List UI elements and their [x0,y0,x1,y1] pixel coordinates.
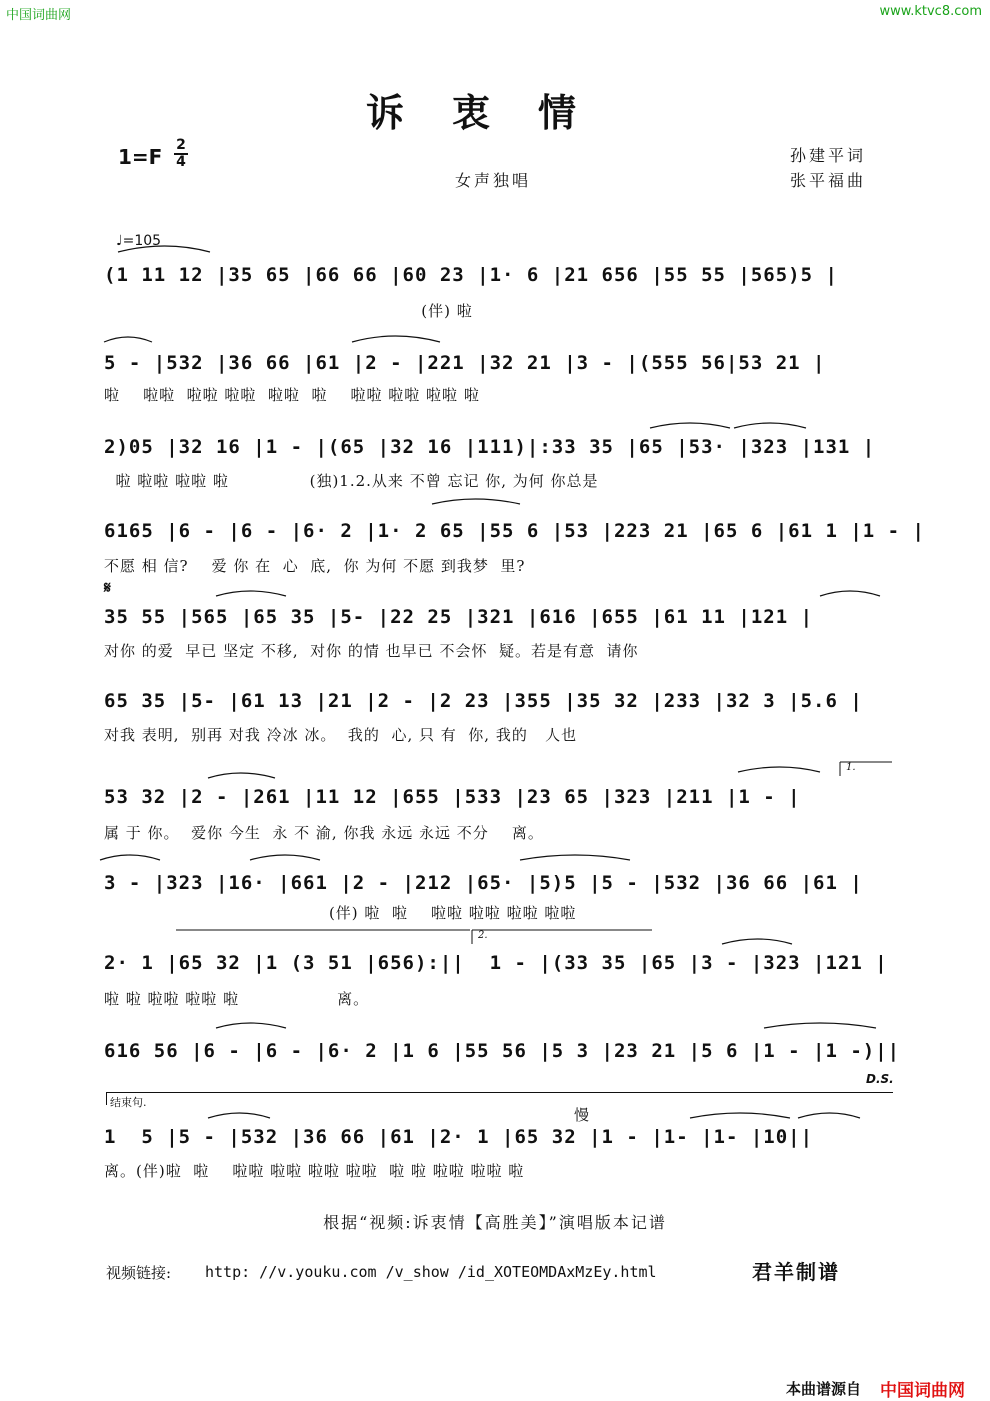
score-row-9-lyrics: 啦 啦 啦啦 啦啦 啦 离。 [104,990,370,1008]
footer-source-label: 本曲谱源自 [786,1380,862,1398]
source-note: 根据“视频:诉衷情【高胜美】”演唱版本记谱 [323,1213,667,1232]
slur [216,591,286,596]
score-row-2-notes: 5 - |532 |36 66 |61 |2 - |221 |32 21 |3 - |(555 56|53 21 | [104,352,826,374]
score-row-5-lyrics: 对你 的爱 早已 坚定 不移, 对你 的情 也早已 不会怀 疑。若是有意 请你 [104,642,639,660]
segno-sign: 𝄋 [104,578,111,597]
score-row-10-notes: 616 56 |6 - |6 - |6· 2 |1 6 |55 56 |5 3 |23 21 |5 6 |1 - |1 -)|| [104,1040,901,1062]
score-row-9-notes: 2· 1 |65 32 |1 (3 51 |656):|| 1 - |(33 35 |65 |3 - |323 |121 | [104,952,888,974]
slur [520,855,630,860]
slur [118,246,210,252]
time-numerator: 2 [176,137,186,153]
slur [250,855,320,860]
score-row-1-lyrics: (伴) 啦 [104,302,473,320]
score-row-6-lyrics: 对我 表明, 别再 对我 冷冰 冰。 我的 心, 只 有 你, 我的 人也 [104,726,578,744]
score-row-1-notes: (1 11 12 |35 65 |66 66 |60 23 |1· 6 |21 656 |55 55 |565)5 | [104,264,838,286]
score-row-8-lyrics: (伴) 啦 啦 啦啦 啦啦 啦啦 啦啦 [104,904,577,922]
slur [352,336,440,342]
composer-credit: 张平福曲 [790,171,867,190]
key-signature: 1=F [118,145,163,169]
voice-type: 女声独唱 [455,171,532,190]
second-ending-label: 2. [478,930,488,941]
slur [820,591,880,596]
slur [100,855,160,860]
slur [432,499,520,504]
score-row-7-lyrics: 属 于 你。 爱你 今生 永 不 渝, 你我 永远 永远 不分 离。 [104,824,544,842]
slur [650,423,730,428]
site-url-top-right[interactable]: www.ktvc8.com [879,4,982,19]
slur [738,767,820,772]
ending-label: 结束句. [110,1096,147,1109]
slur [798,1113,860,1118]
slur [734,423,806,428]
score-row-5-notes: 35 55 |565 |65 35 |5- |22 25 |321 |616 |655 |61 11 |121 | [104,606,814,628]
slur [216,1023,286,1028]
first-ending-label: 1. [846,762,856,773]
slow-marking: 慢 [574,1106,590,1124]
song-title: 诉衷情 [365,90,624,135]
score-row-8-notes: 3 - |323 |16· |661 |2 - |212 |65· |5)5 |5 - |532 |36 66 |61 | [104,872,863,894]
score-row-3-lyrics: 啦 啦啦 啦啦 啦 (独)1.2.从来 不曾 忘记 你, 为何 你总是 [104,472,599,490]
dal-segno-marking: D.S. [866,1072,894,1086]
slur [208,773,275,778]
score-row-7-notes: 53 32 |2 - |261 |11 12 |655 |533 |23 65 |323 |211 |1 - | [104,786,801,808]
score-row-4-notes: 6165 |6 - |6 - |6· 2 |1· 2 65 |55 6 |53 |223 21 |65 6 |61 1 |1 - | [104,520,925,542]
slur [764,1023,876,1028]
score-row-2-lyrics: 啦 啦啦 啦啦 啦啦 啦啦 啦 啦啦 啦啦 啦啦 啦 [104,386,480,404]
slur [722,939,792,944]
score-row-11-notes: 1 5 |5 - |532 |36 66 |61 |2· 1 |65 32 |1 - |1- |1- |10|| [104,1126,814,1148]
transcriber-signature: 君羊制谱 [752,1260,840,1284]
score-row-3-notes: 2)05 |32 16 |1 - |(65 |32 16 |111)|:33 35 |65 |53· |323 |131 | [104,436,876,458]
score-row-11-lyrics: 离。(伴)啦 啦 啦啦 啦啦 啦啦 啦啦 啦 啦 啦啦 啦啦 啦 [104,1162,525,1180]
tempo-marking: ♩=105 [116,233,162,249]
video-link-url[interactable]: http: //v.youku.com /v_show /id_XOTEOMDAxMzEy.html [205,1263,657,1281]
site-name-top-left[interactable]: 中国词曲网 [6,8,72,23]
slur [208,1113,270,1118]
score-row-4-lyrics: 不愿 相 信? 爱 你 在 心 底, 你 为何 不愿 到我梦 里? [104,557,526,575]
slur [690,1113,790,1118]
video-link-label: 视频链接: [106,1264,172,1282]
score-row-6-notes: 65 35 |5- |61 13 |21 |2 - |2 23 |355 |35 32 |233 |32 3 |5.6 | [104,690,863,712]
lyricist-credit: 孙建平词 [790,146,867,165]
time-denominator: 4 [176,154,186,170]
slur [104,337,152,342]
footer-site-link[interactable]: 中国词曲网 [880,1381,965,1401]
